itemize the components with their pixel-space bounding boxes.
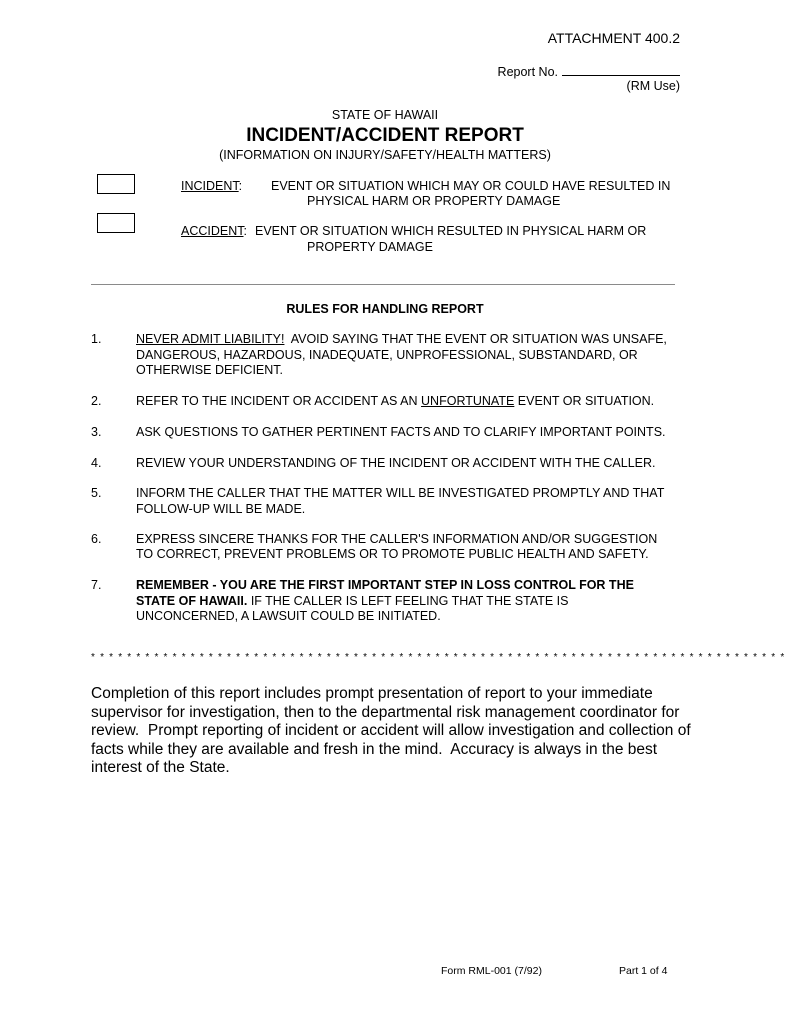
rule-2-text-pre: REFER TO THE INCIDENT OR ACCIDENT AS AN [136, 394, 422, 408]
rule-7-line-2 [136, 593, 569, 609]
rule-1-line-3: OTHERWISE DEFICIENT. [136, 363, 284, 377]
section-divider [91, 284, 675, 285]
incident-label-text: INCIDENT [181, 179, 239, 193]
rule-7-line-1: REMEMBER - YOU ARE THE FIRST IMPORTANT STEP IN LOSS CONTROL FOR THE [136, 578, 634, 592]
rule-1-text-1: AVOID SAYING THAT THE EVENT OR SITUATION WAS UNSAFE, [284, 332, 667, 346]
incident-label-colon: : [238, 179, 243, 193]
rule-5-line-1: INFORM THE CALLER THAT THE MATTER WILL BE INVESTIGATED PROMPTLY AND THAT [136, 486, 665, 500]
completion-paragraph [91, 685, 691, 778]
rule-2-text-post: EVENT OR SITUATION. [514, 394, 655, 408]
rule-7-emphasis: STATE OF HAWAII. [136, 594, 248, 608]
rule-4-line-1: REVIEW YOUR UNDERSTANDING OF THE INCIDENT OR ACCIDENT WITH THE CALLER. [136, 456, 656, 470]
rule-4-number: 4. [91, 456, 102, 470]
rm-use-note: (RM Use) [626, 79, 680, 93]
completion-line-5: interest of the State. [91, 759, 230, 777]
incident-label [181, 178, 242, 194]
rule-1-line-2: DANGEROUS, HAZARDOUS, INADEQUATE, UNPROFESSIONAL, SUBSTANDARD, OR [136, 348, 638, 362]
report-number-label: Report No. [497, 65, 558, 79]
form-number: Form RML-001 (7/92) [441, 965, 542, 977]
rules-heading: RULES FOR HANDLING REPORT [286, 302, 484, 316]
rule-1-line-1 [136, 331, 667, 347]
report-number-blank[interactable] [562, 64, 680, 76]
report-number-field [498, 64, 680, 79]
state-heading: STATE OF HAWAII [331, 108, 439, 122]
rule-7-line-3: UNCONCERNED, A LAWSUIT COULD BE INITIATED. [136, 609, 441, 623]
rule-2-number: 2. [91, 394, 102, 408]
rule-7-text-2: IF THE CALLER IS LEFT FEELING THAT THE STATE IS [247, 594, 569, 608]
completion-line-4: facts while they are available and fresh in the mind. Accuracy is always in the best [91, 740, 658, 758]
rule-5-line-2: FOLLOW-UP WILL BE MADE. [136, 502, 306, 516]
rule-3-number: 3. [91, 425, 102, 439]
completion-line-1: Completion of this report includes prompt presentation of report to your immediate [91, 685, 653, 702]
rule-6-line-1: EXPRESS SINCERE THANKS FOR THE CALLER'S INFORMATION AND/OR SUGGESTION [136, 532, 658, 546]
page-number: Part 1 of 4 [619, 965, 668, 977]
rule-5-number: 5. [91, 486, 102, 500]
completion-line-2: supervisor for investigation, then to the departmental risk management coordinator for [91, 703, 680, 721]
rule-1-emphasis: NEVER ADMIT LIABILITY! [136, 332, 285, 346]
completion-line-3: review. Prompt reporting of incident or accident will allow investigation and collection of [91, 722, 691, 740]
accident-label-colon: : [243, 224, 247, 238]
accident-checkbox[interactable] [97, 213, 135, 233]
incident-definition-line-1: EVENT OR SITUATION WHICH MAY OR COULD HAVE RESULTED IN [271, 179, 671, 193]
rule-3-line-1: ASK QUESTIONS TO GATHER PERTINENT FACTS AND TO CLARIFY IMPORTANT POINTS. [136, 425, 666, 439]
rule-6-line-2: TO CORRECT, PREVENT PROBLEMS OR TO PROMOTE PUBLIC HEALTH AND SAFETY. [136, 547, 649, 561]
rule-2-emphasis: UNFORTUNATE [421, 394, 515, 408]
accident-definition-line-1: EVENT OR SITUATION WHICH RESULTED IN PHYSICAL HARM OR [255, 224, 647, 238]
rule-7-number: 7. [91, 578, 102, 592]
rule-1-number: 1. [91, 332, 102, 346]
accident-label-text: ACCIDENT [181, 224, 244, 238]
attachment-label: ATTACHMENT 400.2 [547, 30, 680, 46]
accident-label [181, 223, 247, 239]
star-separator: * * * * * * * * * * * * * * * * * * * * * * * * * * * * * * * * * * * * * * * * * * * * * * * * * * * * * * * * * * * * * * * * * * * * * * * * * * * * * [91, 652, 785, 663]
rule-2-line-1 [136, 393, 654, 409]
page-title: INCIDENT/ACCIDENT REPORT [246, 125, 524, 146]
incident-definition-line-2: PHYSICAL HARM OR PROPERTY DAMAGE [307, 194, 561, 208]
accident-definition-line-2: PROPERTY DAMAGE [307, 240, 433, 254]
incident-checkbox[interactable] [97, 174, 135, 194]
rule-6-number: 6. [91, 532, 102, 546]
page-subtitle: (INFORMATION ON INJURY/SAFETY/HEALTH MATTERS) [219, 148, 551, 162]
